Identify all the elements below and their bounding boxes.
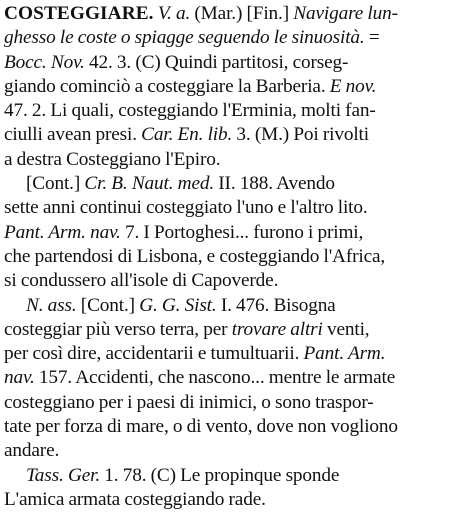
text-segment: II. 188. Avendo (214, 173, 335, 195)
italic-text: Car. En. lib. (141, 124, 233, 146)
entry-line (4, 99, 466, 123)
entry-line (4, 75, 466, 99)
text-segment: 1. 78. (C) Le propinque sponde (100, 464, 340, 486)
text-segment: 47. 2. Li quali, costeggiando l'Erminia, molti fan- (4, 100, 376, 122)
entry-line (4, 391, 466, 415)
text-segment: [Cont.] (76, 294, 140, 316)
text-segment: costeggiar più verso terra, per (4, 318, 232, 340)
entry-line (4, 439, 466, 463)
italic-text: Pant. Arm. (303, 343, 386, 365)
text-segment: I. 476. Bisogna (216, 294, 336, 316)
entry-line (4, 269, 466, 293)
entry-line (4, 245, 466, 269)
italic-text: nav. (4, 367, 35, 389)
entry-line (4, 366, 466, 390)
italic-text: G. G. Sist. (139, 294, 217, 316)
text-segment: ciulli avean presi. (4, 124, 142, 146)
italic-text: trovare altri (231, 318, 323, 340)
entry-line (4, 51, 466, 75)
entry-line (4, 172, 466, 196)
italic-text: Tass. Ger. (26, 464, 101, 486)
italic-text: N. ass. (26, 294, 77, 316)
text-segment: (Mar.) [Fin.] (190, 3, 294, 24)
text-segment: 42. 3. (C) Quindi partitosi, corseg- (84, 51, 349, 73)
text-segment: [Cont.] (26, 173, 85, 195)
entry-line (4, 148, 466, 172)
dictionary-entry (4, 2, 466, 512)
entry-line (4, 26, 466, 50)
italic-text: E nov. (329, 75, 377, 97)
entry-line (4, 488, 466, 512)
entry-line (4, 221, 466, 245)
italic-text: Navigare lun- (293, 3, 398, 24)
text-segment: giando cominciò a costeggiare la Barberia. (4, 75, 330, 97)
italic-text: ghesso le coste o spiagge seguendo le sinuosità. (4, 27, 365, 49)
text-segment: venti, (322, 318, 370, 340)
entry-line (4, 464, 466, 488)
text-segment: per così dire, accidentarii e tumultuarii. (4, 343, 304, 365)
text-segment: 157. Accidenti, che nascono... mentre le armate (34, 367, 396, 389)
text-segment: sette anni continui costeggiato l'uno e l'altro lito. (4, 197, 368, 219)
italic-text: Pant. Arm. nav. (4, 221, 121, 243)
italic-text: Bocc. Nov. (4, 51, 85, 73)
italic-text: V. a. (157, 3, 191, 24)
text-segment: andare. (4, 440, 60, 462)
entry-line (4, 2, 466, 26)
text-segment: 7. I Portoghesi... furono i primi, (120, 221, 364, 243)
text-segment: si condussero all'isole di Capoverde. (4, 270, 279, 292)
text-segment: 3. (M.) Poi rivolti (232, 124, 369, 146)
entry-line (4, 415, 466, 439)
text-segment: tate per forza di mare, o di vento, dove non vogliono (4, 416, 398, 438)
entry-line (4, 318, 466, 342)
entry-line (4, 342, 466, 366)
entry-line (4, 123, 466, 147)
text-segment: costeggiano per i paesi di inimici, o sono traspor- (4, 391, 374, 413)
entry-line (4, 294, 466, 318)
text-segment: L'amica armata costeggiando rade. (4, 488, 266, 510)
italic-text: Cr. B. Naut. med. (84, 173, 215, 195)
text-segment: che partendosi di Lisbona, e costeggiando l'Africa, (4, 245, 386, 267)
entry-line (4, 196, 466, 220)
text-segment: a destra Costeggiano l'Epiro. (4, 148, 221, 170)
headword: COSTEGGIARE. (4, 3, 154, 24)
text-segment: = (364, 27, 380, 49)
